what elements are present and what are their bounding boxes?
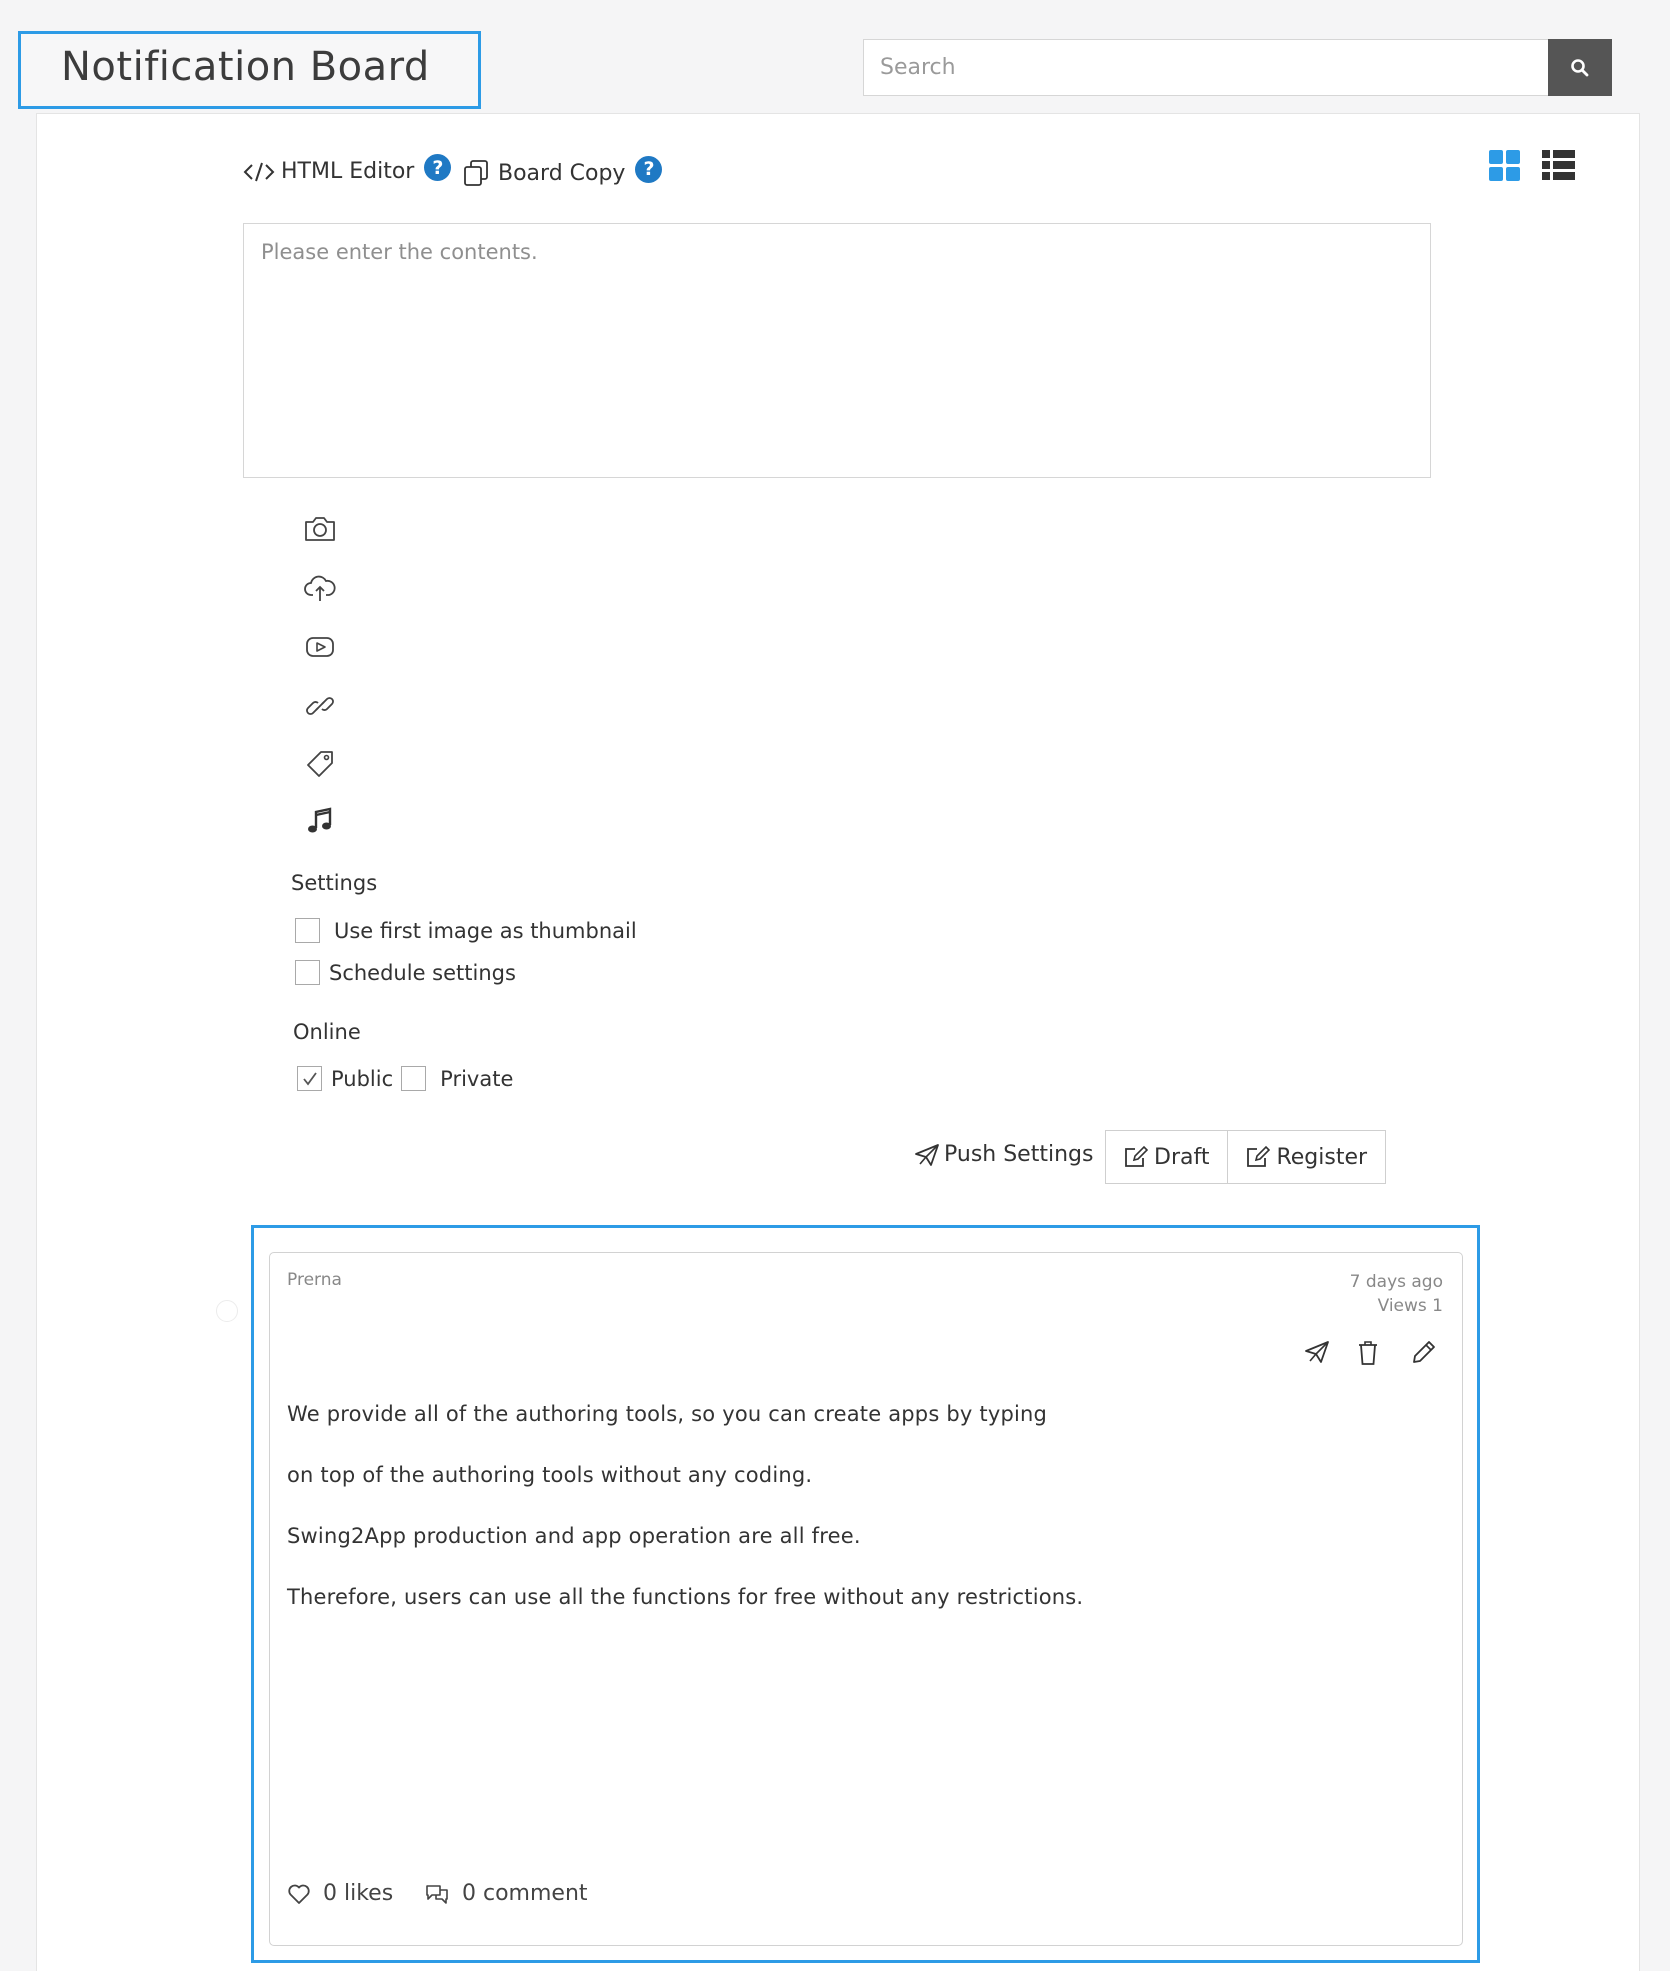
- send-icon: [914, 1143, 940, 1167]
- post-edit-button[interactable]: [1410, 1340, 1436, 1366]
- push-settings-button[interactable]: [914, 1142, 1093, 1167]
- cloud-upload-icon: [304, 573, 336, 603]
- board-copy-label: Board Copy: [498, 160, 626, 186]
- link-icon: [305, 691, 335, 721]
- public-checkbox[interactable]: [297, 1066, 322, 1091]
- tag-button[interactable]: [302, 746, 338, 782]
- visibility-options: [297, 1066, 513, 1091]
- public-label: Public: [331, 1066, 394, 1091]
- search-input[interactable]: [863, 39, 1549, 96]
- help-icon[interactable]: ?: [424, 154, 451, 181]
- schedule-option[interactable]: [295, 960, 516, 985]
- trash-icon: [1357, 1340, 1379, 1366]
- private-label: Private: [440, 1066, 514, 1091]
- search-bar: [863, 39, 1612, 96]
- private-checkbox[interactable]: [401, 1066, 426, 1091]
- push-settings-label: Push Settings: [944, 1142, 1094, 1167]
- page-title-box: [18, 31, 481, 109]
- edit-icon: [1246, 1145, 1270, 1169]
- copy-icon: [462, 158, 492, 188]
- search-icon: [1570, 58, 1590, 78]
- likes-count: 0 likes: [323, 1881, 394, 1906]
- grid-view-icon[interactable]: [1489, 150, 1520, 181]
- post-text-line: on top of the authoring tools without any coding.: [287, 1463, 813, 1487]
- page-title: Notification Board: [61, 44, 430, 90]
- html-editor-label: HTML Editor: [281, 159, 415, 184]
- search-button[interactable]: [1548, 39, 1612, 96]
- post-views: Views 1: [1377, 1296, 1443, 1316]
- draft-button[interactable]: [1106, 1131, 1227, 1183]
- edit-icon: [1124, 1145, 1148, 1169]
- comments-count: 0 comment: [462, 1881, 588, 1906]
- draft-label: Draft: [1154, 1144, 1210, 1170]
- comment-button[interactable]: [424, 1881, 588, 1906]
- upload-button[interactable]: [302, 570, 338, 606]
- send-icon: [1304, 1340, 1330, 1364]
- online-label: Online: [293, 1020, 361, 1044]
- youtube-icon: [304, 634, 336, 660]
- pencil-icon: [1410, 1340, 1436, 1366]
- video-button[interactable]: [302, 629, 338, 665]
- tag-icon: [305, 749, 335, 779]
- code-icon: [243, 160, 275, 184]
- post-meta: [1350, 1270, 1443, 1318]
- post-select-radio[interactable]: [216, 1300, 238, 1322]
- submit-buttons: [1105, 1130, 1386, 1184]
- schedule-label: Schedule settings: [329, 960, 516, 985]
- post-text-line: Swing2App production and app operation are all free.: [287, 1524, 861, 1548]
- camera-button[interactable]: [302, 511, 338, 547]
- register-button[interactable]: [1227, 1131, 1385, 1183]
- music-button[interactable]: [302, 803, 338, 839]
- music-icon: [306, 806, 334, 836]
- link-button[interactable]: [302, 688, 338, 724]
- post-text-line: We provide all of the authoring tools, so you can create apps by typing: [287, 1402, 1048, 1426]
- board-copy-button[interactable]: [462, 158, 662, 188]
- thumbnail-option[interactable]: [295, 918, 637, 943]
- thumbnail-label: Use first image as thumbnail: [334, 918, 637, 943]
- settings-label: Settings: [291, 871, 378, 895]
- post-push-button[interactable]: [1304, 1340, 1330, 1364]
- html-editor-button[interactable]: [243, 158, 451, 185]
- like-button[interactable]: [287, 1881, 393, 1906]
- help-icon[interactable]: ?: [635, 156, 662, 183]
- thumbnail-checkbox[interactable]: [295, 918, 320, 943]
- camera-icon: [303, 514, 337, 544]
- post-time: 7 days ago: [1349, 1272, 1443, 1292]
- content-editor[interactable]: [243, 223, 1431, 478]
- post-text-line: Therefore, users can use all the functions for free without any restrictions.: [287, 1585, 1084, 1609]
- post-delete-button[interactable]: [1357, 1340, 1379, 1366]
- comment-icon: [424, 1882, 450, 1906]
- schedule-checkbox[interactable]: [295, 960, 320, 985]
- view-toggle: [1489, 150, 1575, 181]
- heart-icon: [287, 1883, 311, 1905]
- list-view-icon[interactable]: [1542, 150, 1575, 181]
- register-label: Register: [1276, 1144, 1368, 1170]
- checkmark-icon: [301, 1070, 319, 1088]
- post-author[interactable]: Prerna: [287, 1270, 342, 1290]
